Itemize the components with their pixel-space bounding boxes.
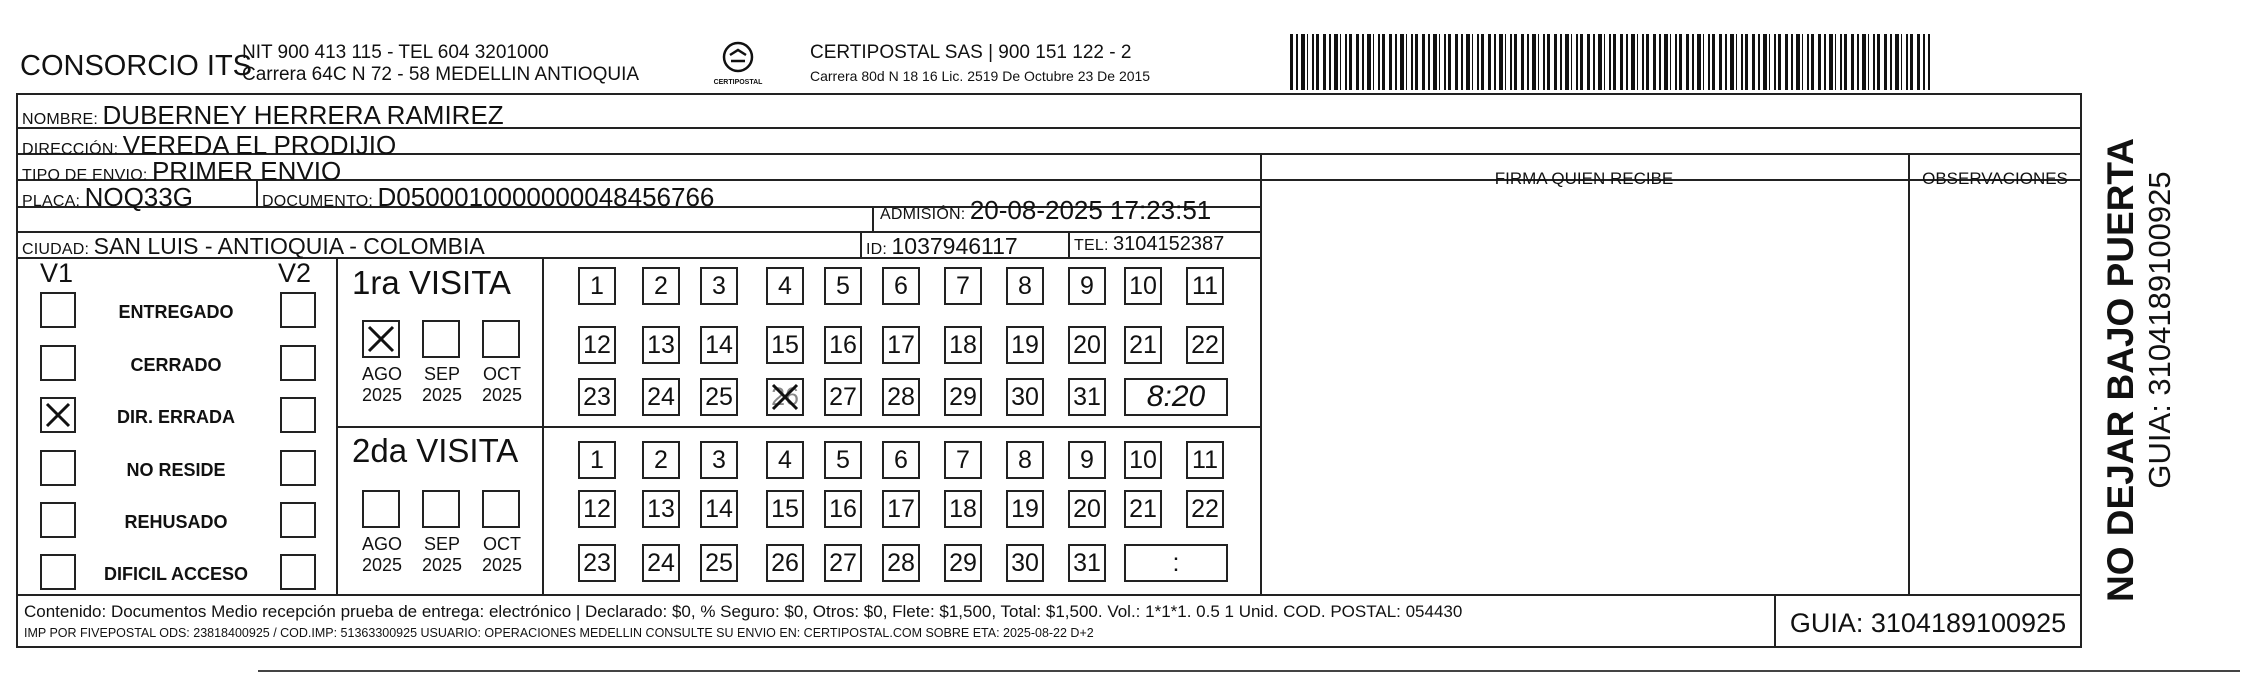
calendar-day[interactable]: 25 [700,544,738,582]
calendar-day[interactable]: 1 [578,441,616,479]
status-label: CERRADO [130,355,222,375]
calendar-day[interactable]: 18 [944,490,982,528]
v1-checkbox[interactable] [40,554,76,590]
calendar-day[interactable]: 24 [642,544,680,582]
calendar-day[interactable]: 28 [882,544,920,582]
calendar-day[interactable]: 4 [766,441,804,479]
month-checkbox[interactable] [422,490,460,528]
calendar-day[interactable]: 24 [642,378,680,416]
tipo-value: PRIMER ENVIO [151,156,342,186]
month-checkbox[interactable] [482,320,520,358]
footer-guia: GUIA: 3104189100925 [1789,608,2067,638]
direccion-label: DIRECCIÓN: [22,141,119,158]
calendar-day[interactable]: 13 [642,490,680,528]
calendar-day[interactable]: 4 [766,267,804,305]
calendar-day[interactable]: 27 [824,378,862,416]
calendar-day[interactable]: 17 [882,490,920,528]
calendar-day[interactable]: 7 [944,267,982,305]
v1-label: V1 [40,258,74,288]
calendar-day[interactable]: 16 [824,490,862,528]
calendar-day[interactable]: 20 [1068,490,1106,528]
observaciones-label: OBSERVACIONES [1922,169,2068,188]
nombre-value: DUBERNEY HERRERA RAMIREZ [102,100,504,130]
firma-label: FIRMA QUIEN RECIBE [1494,169,1674,188]
nit-line-2: Carrera 64C N 72 - 58 MEDELLIN ANTIOQUIA [242,64,640,85]
calendar-day[interactable]: 23 [578,378,616,416]
calendar-day[interactable]: 26 [766,378,804,416]
id-label: ID: [866,241,888,258]
calendar-day[interactable]: 6 [882,441,920,479]
calendar-day[interactable]: 2 [642,267,680,305]
v2-checkbox[interactable] [280,345,316,381]
imp-text: IMP POR FIVEPOSTAL ODS: 23818400925 / COD.IMP: 51363300925 USUARIO: OPERACIONES MEDELLIN CONSULTE SU ENVIO EN: CERTIPOSTAL.COM SOBRE ETA: 2025-08-22 D+2 [24,626,1094,640]
calendar-day[interactable]: 29 [944,378,982,416]
placa-value: NOQ33G [84,182,193,212]
calendar-day[interactable]: 9 [1068,441,1106,479]
placa-label: PLACA: [22,193,81,210]
barcode [1290,34,1930,90]
calendar-day[interactable]: 15 [766,490,804,528]
status-label: DIFICIL ACCESO [103,564,248,584]
tipo-label: TIPO DE ENVIO: [22,167,148,184]
placa-row [22,182,193,213]
month-checkbox[interactable] [422,320,460,358]
calendar-day[interactable]: 13 [642,326,680,364]
calendar-day[interactable]: 18 [944,326,982,364]
v2-checkbox[interactable] [280,554,316,590]
second-visit-title: 2da VISITA [352,432,519,469]
status-label: ENTREGADO [118,302,234,322]
ciudad-value: SAN LUIS - ANTIOQUIA - COLOMBIA [93,233,485,259]
calendar-day[interactable]: 12 [578,490,616,528]
calendar-day[interactable]: 31 [1068,544,1106,582]
calendar-day[interactable]: 22 [1186,326,1224,364]
tel-value: 3104152387 [1113,233,1225,255]
v1-checkbox[interactable] [40,292,76,328]
calendar-day[interactable]: 6 [882,267,920,305]
x-mark-icon [364,322,398,356]
calendar-day[interactable]: 30 [1006,544,1044,582]
logo-icon [721,40,755,74]
month-label: AGO 2025 [361,364,403,405]
calendar-day[interactable]: 10 [1124,441,1162,479]
v2-checkbox[interactable] [280,397,316,433]
tel-row [1074,233,1224,256]
documento-label: DOCUMENTO: [262,193,374,210]
calendar-day[interactable]: 3 [700,441,738,479]
calendar-day[interactable]: 15 [766,326,804,364]
documento-row [262,182,714,213]
calendar-day[interactable]: 17 [882,326,920,364]
calendar-day[interactable]: 27 [824,544,862,582]
v2-checkbox[interactable] [280,502,316,538]
calendar-day[interactable]: 19 [1006,490,1044,528]
nombre-row [22,100,504,131]
month-label: SEP 2025 [421,534,463,575]
month-checkbox[interactable] [482,490,520,528]
calendar-day[interactable]: 20 [1068,326,1106,364]
status-label: NO RESIDE [126,460,226,480]
calendar-day[interactable]: 8 [1006,267,1044,305]
v1-checkbox[interactable] [40,450,76,486]
calendar-day[interactable]: 11 [1186,267,1224,305]
nit-line-1: NIT 900 413 115 - TEL 604 3201000 [242,42,549,63]
calendar-day[interactable]: 22 [1186,490,1224,528]
v1-checkbox[interactable] [40,345,76,381]
calendar-day[interactable]: 26 [766,544,804,582]
id-row [866,233,1018,260]
status-label: REHUSADO [124,512,228,532]
ciudad-label: CIUDAD: [22,241,90,258]
v1-checkbox[interactable] [40,502,76,538]
calendar-day[interactable]: 9 [1068,267,1106,305]
calendar-day[interactable]: 12 [578,326,616,364]
v2-label: V2 [278,258,312,288]
ciudad-row [22,233,485,260]
month-label: OCT 2025 [481,364,523,405]
admision-value: 20-08-2025 17:23:51 [969,195,1212,225]
month-label: AGO 2025 [361,534,403,575]
tel-label: TEL: [1074,237,1109,254]
direccion-value: VEREDA EL PRODIJIO [122,130,397,160]
x-mark-icon [42,399,74,431]
calendar-day[interactable]: 1 [578,267,616,305]
calendar-day[interactable]: 7 [944,441,982,479]
contenido-text: Contenido: Documentos Medio recepción prueba de entrega: electrónico | Declarado: $0, % Seguro: $0, Otros: $0, Flete: $1,500, Total: $1,500. Vol.: 1*1*1. 0.5 1 Unid. COD. POSTAL: 054430 [24,602,1463,621]
calendar-day[interactable]: 3 [700,267,738,305]
admision-row [880,195,1211,226]
calendar-day[interactable]: 8 [1006,441,1044,479]
calendar-day[interactable]: 5 [824,441,862,479]
calendar-day[interactable]: 10 [1124,267,1162,305]
calendar-day[interactable]: 14 [700,490,738,528]
calendar-day[interactable]: 16 [824,326,862,364]
v2-checkbox[interactable] [280,292,316,328]
calendar-day[interactable]: 28 [882,378,920,416]
side-guia: GUIA: 3104189100925 [2142,171,2177,489]
calendar-day[interactable]: 31 [1068,378,1106,416]
calendar-day[interactable]: 30 [1006,378,1044,416]
calendar-day[interactable]: 19 [1006,326,1044,364]
documento-value: D0500010000000048456766 [377,182,715,212]
certipostal-logo: CERTIPOSTAL [708,40,768,92]
visit-time[interactable]: : [1124,544,1228,582]
v1-checkbox[interactable] [40,397,76,433]
v2-checkbox[interactable] [280,450,316,486]
visit-time[interactable]: 8:20 [1124,378,1228,416]
company-name: CONSORCIO ITS [20,50,253,82]
id-value: 1037946117 [891,233,1018,259]
admision-label: ADMISIÓN: [880,206,966,223]
calendar-day[interactable]: 21 [1124,326,1162,364]
no-dejar-bajo-puerta: NO DEJAR BAJO PUERTA [2100,138,2141,602]
first-visit-title: 1ra VISITA [352,264,511,301]
month-label: OCT 2025 [481,534,523,575]
calendar-day[interactable]: 14 [700,326,738,364]
certipostal-line-2: Carrera 80d N 18 16 Lic. 2519 De Octubre 23 De 2015 [810,68,1151,84]
calendar-day[interactable]: 23 [578,544,616,582]
month-checkbox[interactable] [362,320,400,358]
certipostal-line-1: CERTIPOSTAL SAS | 900 151 122 - 2 [810,42,1132,63]
calendar-day[interactable]: 21 [1124,490,1162,528]
calendar-day[interactable]: 5 [824,267,862,305]
month-checkbox[interactable] [362,490,400,528]
calendar-day[interactable]: 25 [700,378,738,416]
nombre-label: NOMBRE: [22,111,99,128]
calendar-day[interactable]: 11 [1186,441,1224,479]
status-label: DIR. ERRADA [116,407,235,427]
calendar-day[interactable]: 29 [944,544,982,582]
month-label: SEP 2025 [421,364,463,405]
calendar-day[interactable]: 2 [642,441,680,479]
